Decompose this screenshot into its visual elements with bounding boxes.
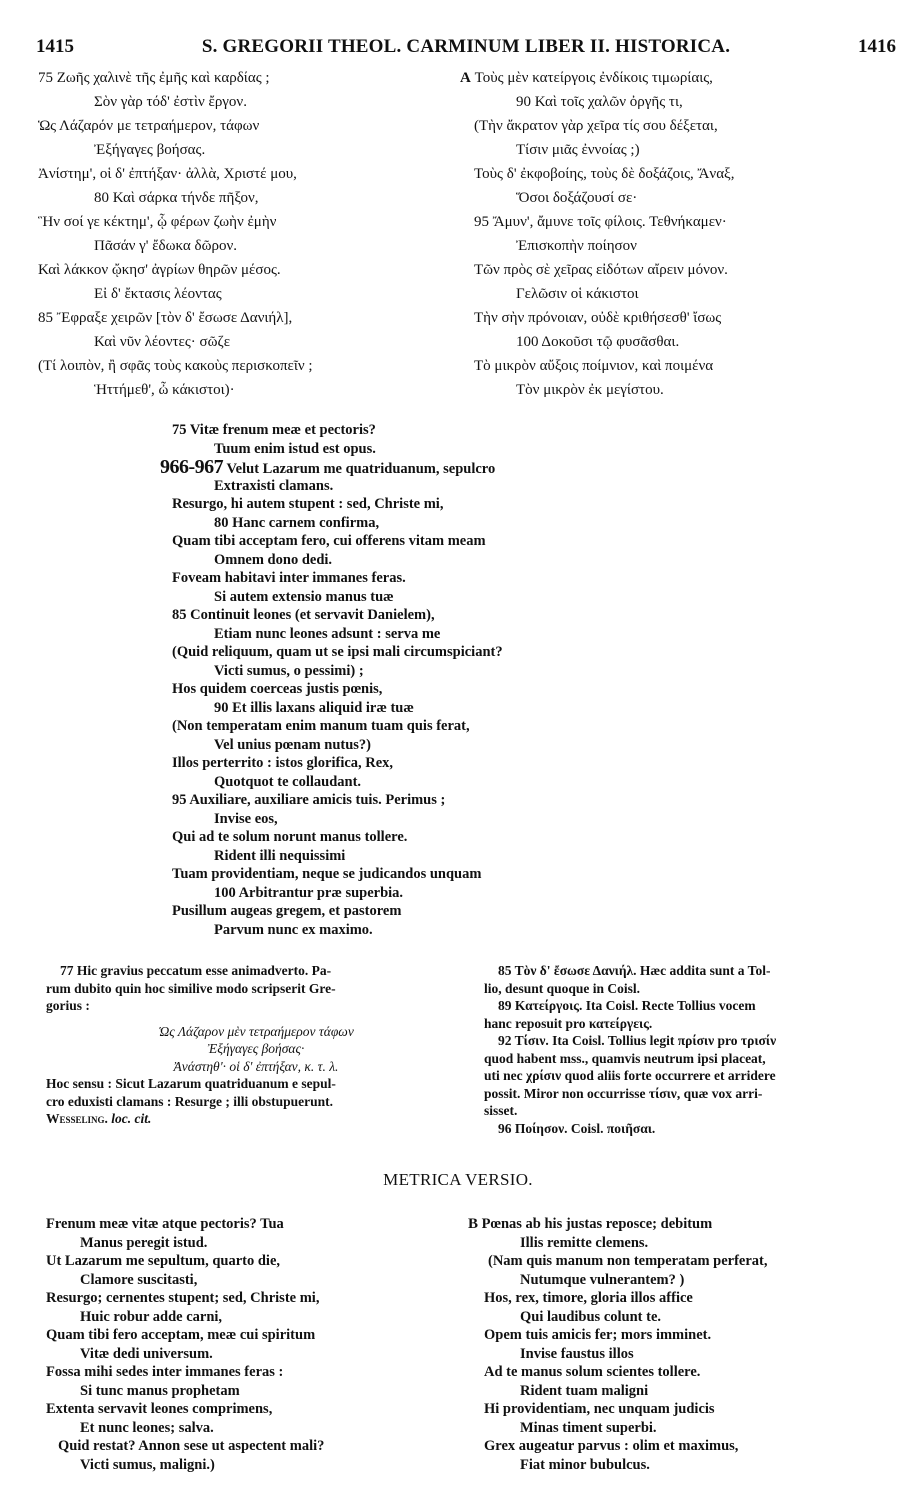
metrica-line: Ut Lazarum me sepultum, quarto die, (46, 1253, 281, 1269)
note-line: 77 Hic gravius peccatum esse animadverto. Pa- (60, 963, 332, 978)
greek-line: Πᾶσάν γ' ἔδωκα δῶρον. (94, 238, 237, 254)
latin-line: Parvum nunc ex maximo. (214, 921, 373, 938)
latin-line: Tuam providentiam, neque se judicandos unquam (172, 866, 482, 882)
note-quote-line: Ἐξήγαγες βοήσας· (207, 1041, 305, 1056)
metrica-line: Victi sumus, maligni.) (80, 1456, 215, 1473)
note-line: gorius : (46, 998, 90, 1013)
metrica-line: Fossa mihi sedes inter immanes feras : (46, 1364, 284, 1380)
running-title: S. GREGORII THEOL. CARMINUM LIBER II. HISTORICA. (201, 36, 731, 57)
metrica-line: Illis remitte clemens. (520, 1234, 649, 1251)
greek-line: Τὸν μικρὸν ἐκ μεγίστου. (516, 382, 664, 398)
metrica-line: Vitæ dedi universum. (80, 1345, 213, 1362)
margin-marker: A (460, 70, 471, 86)
metrica-right (468, 1215, 898, 1474)
metrica-line: Rident tuam maligni (520, 1382, 649, 1399)
greek-line: Ἡττήμεθ', ὦ κάκιστοι)· (94, 382, 235, 398)
note-line: 96 Ποίησον. Coisl. ποιῆσαι. (498, 1120, 656, 1136)
latin-line: Victi sumus, o pessimi) ; (214, 662, 364, 679)
note-citation: loc. cit. (111, 1111, 152, 1126)
latin-line: Si autem extensio manus tuæ (214, 588, 394, 605)
greek-line: 75 Ζωῆς χαλινὲ τῆς ἐμῆς καὶ καρδίας ; (38, 70, 270, 86)
greek-line: 80 Καὶ σάρκα τήνδε πῆξον, (94, 190, 259, 206)
metrica-line: Ad te manus solum scientes tollere. (484, 1364, 701, 1380)
greek-line: Τίσιν μιᾶς ἐννοίας ;) (516, 142, 640, 158)
latin-line: 80 Hanc carnem confirma, (214, 514, 380, 531)
page-number-right: 1416 (858, 36, 896, 57)
latin-line: Omnem dono dedi. (214, 551, 333, 568)
metrica-line: Clamore suscitasti, (80, 1271, 198, 1288)
metrica-line: Fiat minor bubulcus. (520, 1456, 650, 1473)
note-line: uti nec χρίσιν quod aliis forte occurrere et arridere (484, 1068, 776, 1083)
metrica-line: Quid restat? Annon sese ut aspectent mali? (58, 1438, 325, 1454)
metrica-line: Extenta servavit leones comprimens, (46, 1401, 273, 1417)
metrica-line: Hos, rex, timore, gloria illos affice (484, 1290, 693, 1306)
greek-line: Ἀνίστημ', οἱ δ' ἐπτήξαν· ἀλλὰ, Χριστέ μου, (38, 166, 297, 182)
latin-line: Qui ad te solum norunt manus tollere. (172, 829, 408, 845)
greek-line: Γελῶσιν οἱ κάκιστοι (516, 286, 639, 302)
latin-line: (Quid reliquum, quam ut se ipsi mali circumspiciant? (172, 644, 503, 660)
note-quote-line: Ὡς Λάζαρον μὲν τετραήμερον τάφων (158, 1023, 354, 1039)
metrica-line: Invise faustus illos (520, 1345, 634, 1362)
greek-line: 90 Καὶ τοῖς χαλῶν ὀργῆς τι, (516, 94, 683, 110)
metrica-line: Frenum meæ vitæ atque pectoris? Tua (46, 1216, 284, 1232)
note-quote-line: Ἀνάστηθ'· οἱ δ' ἐπτήξαν, κ. τ. λ. (173, 1058, 339, 1074)
greek-line: Τὸ μικρὸν αὔξοις ποίμνιον, καὶ ποιμένα (474, 358, 714, 374)
latin-line: Illos perterrito : istos glorifica, Rex, (172, 755, 394, 771)
metrica-line (468, 1215, 898, 1234)
metrica-line: Hi providentiam, nec unquam judicis (484, 1401, 715, 1417)
metrica-line: Nutumque vulnerantem? ) (520, 1271, 685, 1288)
metrica-line: Si tunc manus prophetam (80, 1382, 240, 1399)
metrica-line: Qui laudibus colunt te. (520, 1308, 662, 1325)
note-line: 89 Κατείργοις. Ita Coisl. Recte Tollius vocem (498, 998, 756, 1013)
note-line: 92 Τίσιν. Ita Coisl. Tollius legit πρίσιν pro τρισίν (498, 1033, 777, 1048)
greek-line: (Τί λοιπὸν, ἢ σφᾶς τοὺς κακοὺς περισκοπεῖν ; (38, 358, 313, 374)
greek-line (460, 66, 900, 90)
latin-line: Etiam nunc leones adsunt : serva me (214, 625, 441, 642)
metrica-line: Grex augeatur parvus : olim et maximus, (484, 1438, 739, 1454)
metrica-line: Et nunc leones; salva. (80, 1419, 214, 1436)
latin-line-text: Velut Lazarum me quatriduanum, sepulcro (226, 461, 496, 477)
note-line: 85 Τὸν δ' ἔσωσε Δανιήλ. Hæc addita sunt a Tol- (498, 963, 771, 978)
metrica-line: Minas timent superbi. (520, 1419, 657, 1436)
latin-line: Extraxisti clamans. (214, 477, 334, 494)
greek-line: (Τὴν ἄκρατον γὰρ χεῖρα τίς σου δέξεται, (474, 118, 718, 134)
metrica-line: Opem tuis amicis fer; mors imminet. (484, 1327, 712, 1343)
greek-text-left (38, 66, 448, 402)
greek-line: Ὅσοι δοξάζουσί σε· (516, 190, 638, 206)
greek-text-right (460, 66, 900, 402)
greek-line: 95 Ἄμυν', ἄμυνε τοῖς φίλοις. Τεθνήκαμεν· (474, 214, 727, 230)
greek-line-text: Τοὺς μὲν κατείργοις ἐνδίκοις τιμωρίαις, (474, 70, 713, 86)
note-line: sisset. (484, 1103, 518, 1118)
section-title: METRICA VERSIO. (383, 1170, 533, 1189)
latin-version (160, 421, 732, 939)
notes-left (46, 962, 466, 1128)
metrica-left (46, 1215, 466, 1474)
margin-marker: B (468, 1216, 479, 1232)
metrica-line: Huic robur adde carni, (80, 1308, 223, 1325)
latin-line: Hos quidem coerceas justis pœnis, (172, 681, 383, 697)
latin-line: Rident illi nequissimi (214, 847, 346, 864)
latin-line: Quam tibi acceptam fero, cui offerens vitam meam (172, 533, 486, 549)
latin-line (160, 458, 732, 477)
greek-line: Ὡς Λάζαρόν με τετραήμερον, τάφων (38, 118, 260, 134)
metrica-line: (Nam quis manum non temperatam perferat, (488, 1253, 768, 1269)
metrica-line: Quam tibi fero acceptam, meæ cui spiritum (46, 1327, 316, 1343)
greek-line: Ἣν σοί γε κέκτημ', ᾧ φέρων ζωὴν ἐμὴν (38, 214, 277, 230)
latin-line: Resurgo, hi autem stupent : sed, Christe mi, (172, 496, 444, 512)
note-signature: Wesseling. (46, 1111, 108, 1126)
metrica-line: Resurgo; cernentes stupent; sed, Christe mi, (46, 1290, 320, 1306)
page-header (36, 36, 896, 60)
latin-line: 95 Auxiliare, auxiliare amicis tuis. Perimus ; (172, 792, 446, 808)
note-signature-line (46, 1110, 466, 1128)
note-line: rum dubito quin hoc similive modo scripserit Gre- (46, 980, 336, 996)
greek-line: Ἐπισκοπὴν ποίησον (516, 238, 637, 254)
note-line: Hoc sensu : Sicut Lazarum quatriduanum e sepul- (46, 1076, 336, 1091)
greek-line: Σὸν γὰρ τόδ' ἐστὶν ἔργον. (94, 94, 247, 110)
note-line: quod habent mss., quamvis neutrum ipsi placeat, (484, 1050, 766, 1066)
latin-line: Pusillum augeas gregem, et pastorem (172, 903, 402, 919)
note-line: lio, desunt quoque in Coisl. (484, 980, 641, 996)
column-number: 966-967 (160, 456, 224, 478)
latin-line: 90 Et illis laxans aliquid iræ tuæ (214, 699, 414, 716)
greek-line: Τὴν σὴν πρόνοιαν, οὐδὲ κριθήσεσθ' ἴσως (474, 310, 722, 326)
latin-line: 85 Continuit leones (et servavit Danielem), (172, 607, 435, 623)
latin-line: (Non temperatam enim manum tuam quis ferat, (172, 718, 470, 734)
greek-line: 85 Ἔφραξε χειρῶν [τὸν δ' ἔσωσε Δανιήλ], (38, 310, 293, 326)
metrica-line-text: Pœnas ab his justas reposce; debitum (481, 1216, 713, 1232)
latin-line: Vel unius pœnam nutus?) (214, 736, 372, 753)
greek-line: Καὶ νῦν λέοντες· σῶζε (94, 334, 230, 350)
note-line: possit. Miror non occurrisse τίσιν, quæ vox arri- (484, 1085, 763, 1101)
latin-line: 100 Arbitrantur præ superbia. (214, 884, 404, 901)
metrica-line: Manus peregit istud. (80, 1234, 208, 1251)
note-line: hanc reposuit pro κατείργεις. (484, 1015, 653, 1031)
latin-line: Foveam habitavi inter immanes feras. (172, 570, 406, 586)
latin-line: Quotquot te collaudant. (214, 773, 362, 790)
greek-line: 100 Δοκοῦσι τῷ φυσᾶσθαι. (516, 334, 680, 350)
page-number-left: 1415 (36, 36, 74, 57)
greek-line: Εἰ δ' ἔκτασις λέοντας (94, 286, 222, 302)
latin-line: Invise eos, (214, 810, 278, 827)
greek-line: Τῶν πρὸς σὲ χεῖρας εἰδότων αἴρειν μόνον. (474, 262, 728, 278)
notes-right (484, 962, 904, 1137)
greek-line: Τοὺς δ' ἐκφοβοίης, τοὺς δὲ δοξάζοις, Ἄναξ, (474, 166, 735, 182)
greek-line: Ἐξήγαγες βοήσας. (94, 142, 206, 158)
note-line: cro eduxisti clamans : Resurge ; illi obstupuerunt. (46, 1093, 334, 1109)
greek-line: Καὶ λάκκον ᾤκησ' ἀγρίων θηρῶν μέσος. (38, 262, 281, 278)
latin-line: Tuum enim istud est opus. (214, 440, 376, 457)
latin-line: 75 Vitæ frenum meæ et pectoris? (172, 422, 376, 438)
